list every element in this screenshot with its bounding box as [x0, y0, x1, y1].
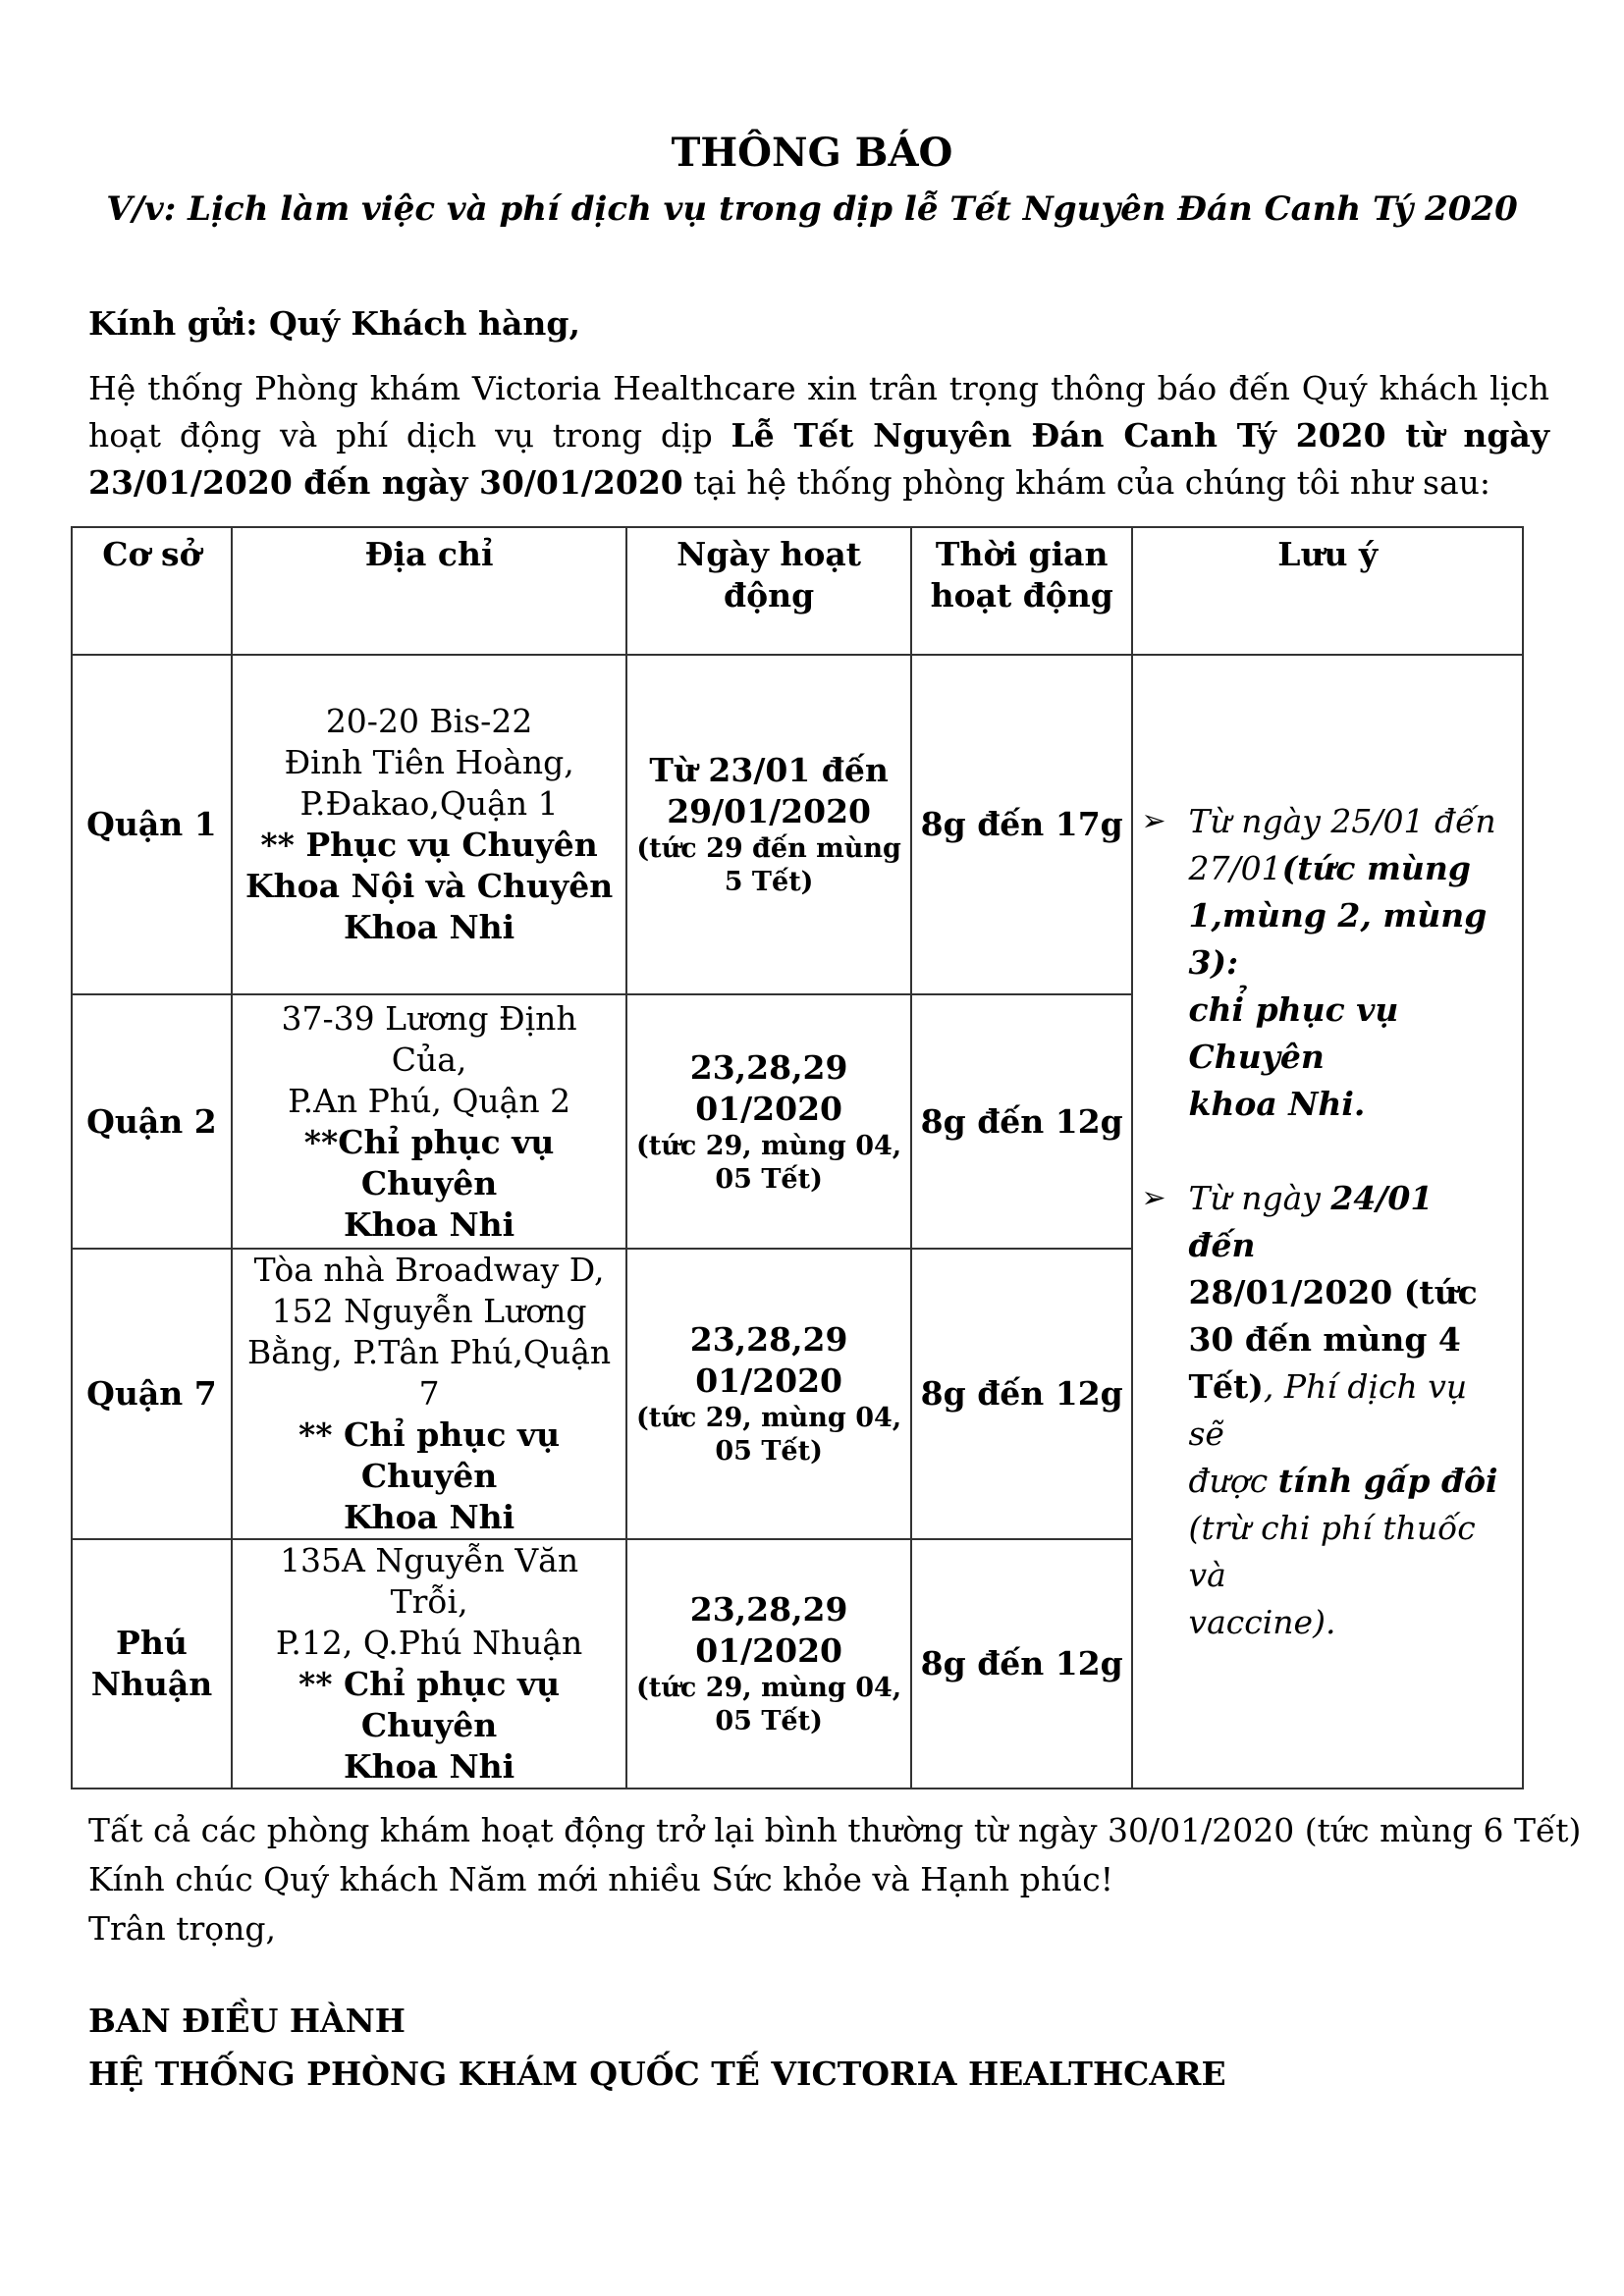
- address-line: P.An Phú, Quận 2: [288, 1081, 571, 1120]
- header-hours-line2: hoạt động: [930, 576, 1113, 614]
- note-fragment-bold: khoa Nhi.: [1188, 1084, 1366, 1123]
- days-note-line: 5 Tết): [724, 867, 814, 897]
- note-line: [1188, 1175, 1508, 1269]
- address-cell: [232, 1249, 626, 1539]
- intro-text-1: Hệ thống Phòng khám Victoria Healthcare xin trân trọng thông báo đến Quý khách lịch hoạt động và phí dịch vụ trong dịp: [88, 369, 1549, 454]
- note-line: Từ ngày 25/01 đến: [1188, 801, 1496, 840]
- address-line: P.Đakao,Quận 1: [299, 784, 559, 823]
- signature-line: HỆ THỐNG PHÒNG KHÁM QUỐC TẾ VICTORIA HEALTHCARE: [88, 2055, 1226, 2093]
- branch-cell: [72, 1539, 232, 1789]
- header-hours: [911, 527, 1133, 655]
- header-branch: Cơ sở: [72, 527, 232, 655]
- service-line: ** Chỉ phục vụ Chuyên: [298, 1415, 561, 1495]
- address-line: P.12, Q.Phú Nhuận: [275, 1624, 583, 1662]
- days-cell: [626, 1539, 911, 1789]
- address-line: 37-39 Lương Định Của,: [281, 998, 577, 1079]
- days-line: 01/2020: [695, 1631, 843, 1670]
- service-line: Khoa Nội và Chuyên: [244, 867, 614, 905]
- days-line: 23,28,29: [689, 1590, 848, 1629]
- service-line: ** Phục vụ Chuyên: [260, 826, 598, 864]
- address-line: Tòa nhà Broadway D,: [253, 1251, 605, 1289]
- greeting: Kính gửi: Quý Khách hàng,: [88, 304, 580, 343]
- days-note-line: (tức 29, mùng 04,: [636, 1673, 902, 1703]
- note-fragment-bold: Tết): [1188, 1366, 1264, 1406]
- note-fragment: , Phí dịch vụ sẽ: [1188, 1366, 1468, 1453]
- note-fragment: Từ ngày: [1188, 1178, 1331, 1217]
- address-cell: [232, 1539, 626, 1789]
- branch-line: Phú: [116, 1624, 188, 1662]
- note-fragment-bold: (tức mùng: [1281, 848, 1471, 887]
- header-days: Ngày hoạt động: [626, 527, 911, 655]
- service-line: Khoa Nhi: [343, 908, 515, 946]
- notice-title: THÔNG BÁO: [671, 130, 953, 176]
- days-note-line: (tức 29, mùng 04,: [636, 1403, 902, 1433]
- days-line: 29/01/2020: [667, 792, 871, 830]
- days-line: Từ 23/01 đến: [649, 751, 889, 789]
- branch-cell: Quận 2: [72, 994, 232, 1249]
- note-fragment-bold: tính gấp đôi: [1277, 1461, 1498, 1500]
- days-line: 23,28,29: [689, 1320, 848, 1359]
- days-line: 01/2020: [695, 1089, 843, 1128]
- days-note-line: (tức 29, mùng 04,: [636, 1130, 902, 1161]
- hours-cell: 8g đến 12g: [911, 1249, 1133, 1539]
- days-note-line: 05 Tết): [715, 1163, 823, 1195]
- note-text: [1188, 1175, 1508, 1646]
- hours-cell: 8g đến 17g: [911, 655, 1133, 994]
- note-line: [1188, 1458, 1508, 1505]
- closing-line: Kính chúc Quý khách Năm mới nhiều Sức khỏe và Hạnh phúc!: [88, 1860, 1113, 1898]
- intro-paragraph: [88, 365, 1549, 507]
- days-cell: [626, 655, 911, 994]
- note-fragment: được: [1188, 1461, 1278, 1500]
- note-text: [1188, 798, 1508, 1128]
- note-fragment-bold: 30 đến mùng 4: [1188, 1319, 1461, 1359]
- days-note-line: (tức 29 đến mùng: [636, 833, 901, 864]
- days-line: 23,28,29: [689, 1047, 848, 1087]
- branch-cell: Quận 1: [72, 655, 232, 994]
- address-line: 20-20 Bis-22: [325, 702, 533, 740]
- header-address: Địa chỉ: [232, 527, 626, 655]
- note-fragment-bold: 1,mùng 2, mùng 3):: [1188, 895, 1488, 982]
- note-line: (trừ chi phí thuốc và: [1188, 1508, 1476, 1594]
- note-fragment-bold: 28/01/2020: [1188, 1272, 1393, 1311]
- hours-cell: 8g đến 12g: [911, 994, 1133, 1249]
- note-line: [1188, 1363, 1508, 1458]
- signature-block: [88, 1995, 1226, 2101]
- notice-subtitle: V/v: Lịch làm việc và phí dịch vụ trong dịp lễ Tết Nguyên Đán Canh Tý 2020: [106, 189, 1518, 229]
- note-fragment-bold: 24/01 đến: [1188, 1178, 1434, 1264]
- days-cell: [626, 994, 911, 1249]
- address-cell: [232, 994, 626, 1249]
- arrow-bullet-icon: ➢: [1141, 1180, 1166, 1215]
- note-line: [1188, 987, 1508, 1081]
- arrow-bullet-icon: ➢: [1141, 803, 1166, 838]
- branch-line: Nhuận: [90, 1665, 213, 1703]
- closing-line: Trân trọng,: [88, 1909, 276, 1948]
- service-line: Khoa Nhi: [343, 1747, 515, 1786]
- note-item: [1141, 798, 1508, 1128]
- note-fragment: 27/01: [1188, 848, 1282, 887]
- service-line: Khoa Nhi: [343, 1204, 515, 1244]
- hours-cell: 8g đến 12g: [911, 1539, 1133, 1789]
- note-line: [1188, 892, 1508, 987]
- closing-line: Tất cả các phòng khám hoạt động trở lại bình thường từ ngày 30/01/2020 (tức mùng 6 Tết): [88, 1811, 1582, 1849]
- service-line: Khoa Nhi: [343, 1498, 515, 1536]
- table-header-row: [72, 527, 1523, 655]
- days-line: 01/2020: [695, 1362, 843, 1400]
- address-line: 135A Nguyễn Văn Trỗi,: [280, 1541, 579, 1621]
- note-item: [1141, 1175, 1508, 1646]
- branch-cell: Quận 7: [72, 1249, 232, 1539]
- note-line: [1188, 845, 1508, 892]
- note-fragment-bold: chỉ phục vụ Chuyên: [1188, 989, 1399, 1076]
- note-line: vaccine).: [1188, 1602, 1336, 1641]
- service-line: ** Chỉ phục vụ Chuyên: [298, 1665, 561, 1744]
- header-notes: Lưu ý: [1132, 527, 1523, 655]
- service-line: **Chỉ phục vụ Chuyên: [303, 1122, 555, 1202]
- note-line: [1188, 1269, 1508, 1316]
- address-line: Bằng, P.Tân Phú,Quận 7: [246, 1333, 612, 1413]
- intro-text-bold: Lễ Tết Nguyên Đán Canh Tý 2020 từ ngày 23/01/2020 đến ngày 30/01/2020: [88, 416, 1549, 502]
- table-row: [72, 655, 1523, 994]
- note-fragment-bold: (tức: [1392, 1272, 1478, 1311]
- address-line: Đinh Tiên Hoàng,: [284, 743, 574, 781]
- notes-cell: [1132, 655, 1523, 1789]
- signature-line: BAN ĐIỀU HÀNH: [88, 2002, 406, 2040]
- address-line: 152 Nguyễn Lương: [271, 1292, 587, 1330]
- note-line: [1188, 1081, 1508, 1128]
- days-cell: [626, 1249, 911, 1539]
- schedule-table: [71, 526, 1524, 1789]
- closing-paragraph: [88, 1806, 1581, 1953]
- note-line: [1188, 1316, 1508, 1363]
- intro-text-2: tại hệ thống phòng khám của chúng tôi như sau:: [682, 463, 1491, 502]
- days-note-line: 05 Tết): [715, 1436, 823, 1467]
- header-hours-line1: Thời gian: [935, 535, 1109, 573]
- days-note-line: 05 Tết): [715, 1706, 823, 1736]
- address-cell: [232, 655, 626, 994]
